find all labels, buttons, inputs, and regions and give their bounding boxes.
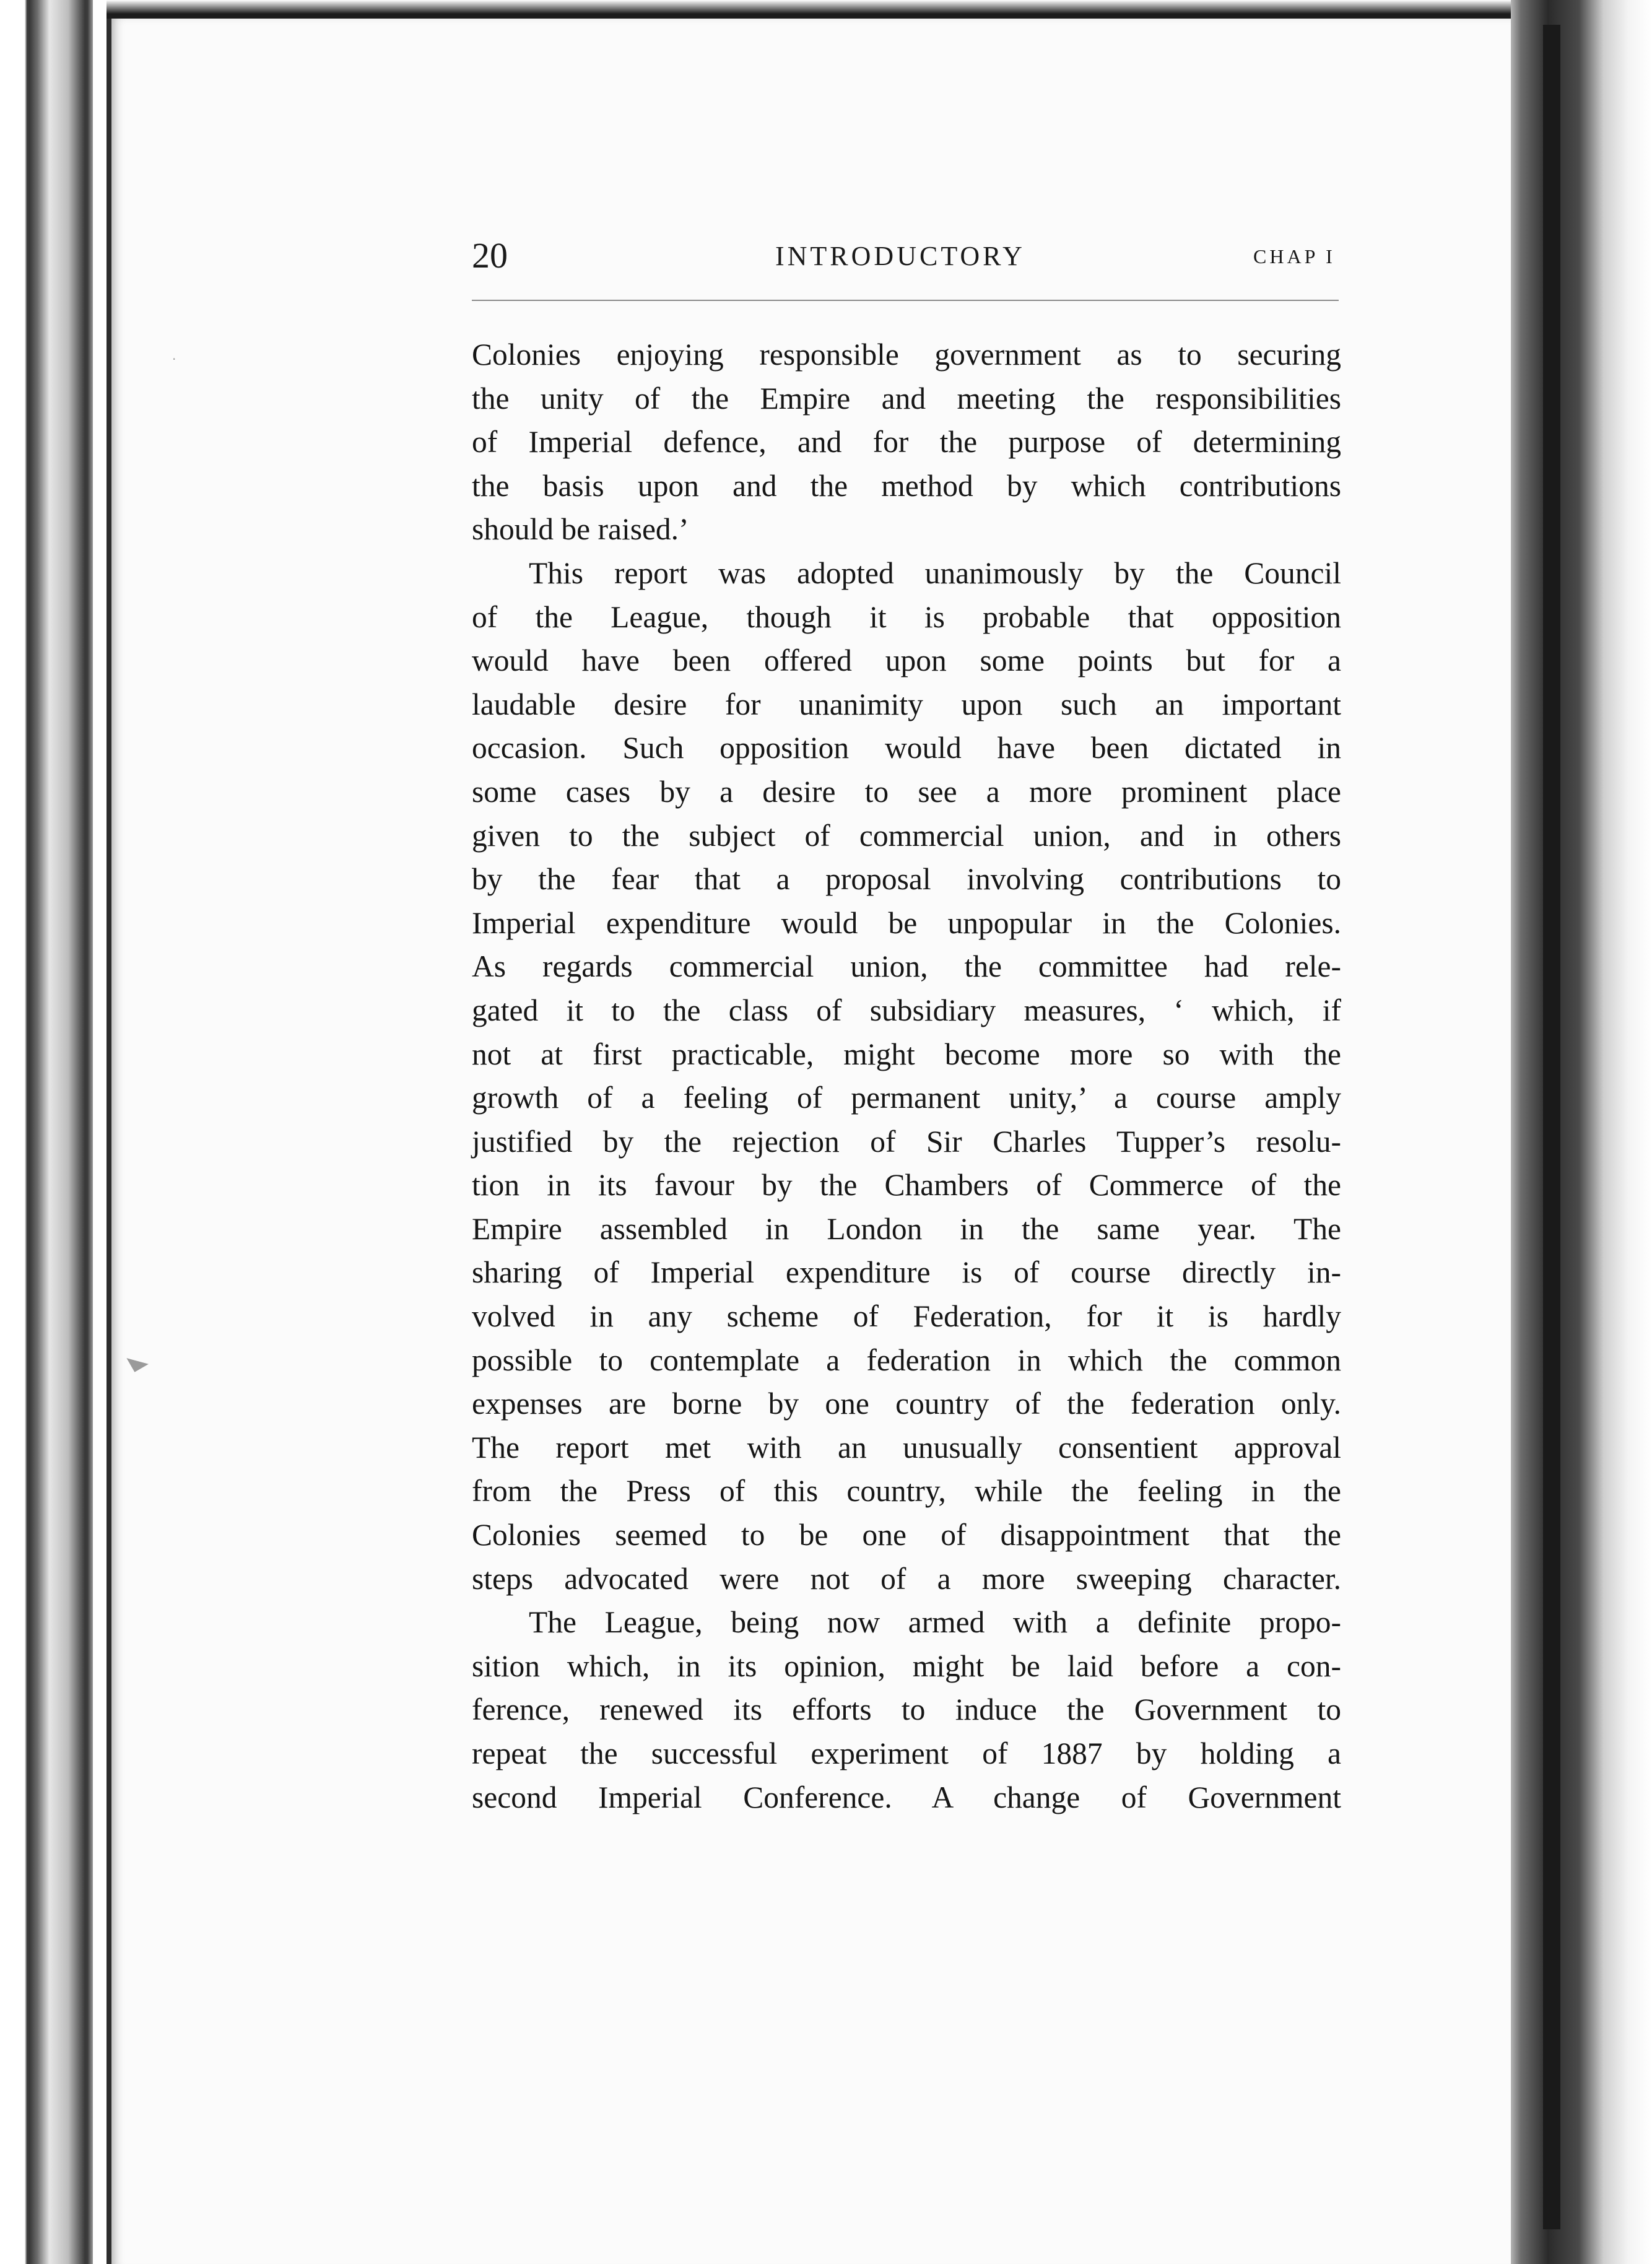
text-line: Colonies seemed to be one of disappointment that the: [472, 1518, 1341, 1552]
text-line: Empire assembled in London in the same year. The: [472, 1211, 1341, 1246]
header-rule: [472, 300, 1339, 301]
text-line: As regards commercial union, the committee had rele-: [472, 949, 1341, 984]
text-line: by the fear that a proposal involving contributions to: [472, 862, 1341, 897]
text-line: This report was adopted unanimously by the Council: [529, 555, 1341, 590]
text-line: Imperial expenditure would be unpopular in the Colonies.: [472, 905, 1341, 940]
page-number: 20: [472, 235, 508, 276]
text-line: expenses are borne by one country of the federation only.: [472, 1387, 1341, 1421]
binding-shadow-line: [27, 0, 29, 2264]
text-line: sharing of Imperial expenditure is of course directly in-: [472, 1255, 1341, 1290]
running-title: INTRODUCTORY: [775, 241, 1025, 271]
text-line: laudable desire for unanimity upon such an important: [472, 687, 1341, 721]
page-top-edge: [107, 0, 1531, 15]
text-line: tion in its favour by the Chambers of Commerce of the: [472, 1168, 1341, 1203]
text-line: growth of a feeling of permanent unity,’ a course amply: [472, 1081, 1341, 1115]
binding-shadow-line: [1543, 25, 1560, 2229]
text-line: of the League, though it is probable that opposition: [472, 599, 1341, 634]
text-line: justified by the rejection of Sir Charles Tupper’s resolu-: [472, 1124, 1341, 1159]
scan-speck: ◣: [123, 1345, 150, 1375]
text-line: given to the subject of commercial union, and in others: [472, 818, 1341, 853]
text-line: repeat the successful experiment of 1887 by holding a: [472, 1736, 1341, 1770]
text-line: the unity of the Empire and meeting the responsibilities: [472, 381, 1341, 416]
text-line: Colonies enjoying responsible government as to securing: [472, 337, 1341, 372]
text-line: The report met with an unusually consentient approval: [472, 1430, 1341, 1465]
text-line: The League, being now armed with a definite propo-: [529, 1605, 1341, 1640]
scan-speck: ·: [172, 352, 176, 367]
text-line: possible to contemplate a federation in which the common: [472, 1343, 1341, 1377]
text-line: volved in any scheme of Federation, for it is hardly: [472, 1299, 1341, 1334]
chapter-label: CHAP I: [1253, 245, 1336, 268]
body-text: [472, 333, 1341, 1819]
text-line: some cases by a desire to see a more prominent place: [472, 774, 1341, 809]
text-line: ference, renewed its efforts to induce the Government to: [472, 1692, 1341, 1727]
text-line: steps advocated were not of a more sweeping character.: [472, 1561, 1341, 1596]
text-line: not at first practicable, might become more so with the: [472, 1037, 1341, 1071]
binding-shadow-line: [85, 0, 87, 2264]
right-page-edge: [1511, 0, 1652, 2264]
text-line: gated it to the class of subsidiary measures, ‘ which, if: [472, 993, 1341, 1027]
running-head: [472, 234, 1339, 284]
text-line: from the Press of this country, while the feeling in the: [472, 1474, 1341, 1509]
text-line: of Imperial defence, and for the purpose of determining: [472, 425, 1341, 459]
left-binding-edge: [0, 0, 93, 2264]
text-line: the basis upon and the method by which contributions: [472, 468, 1341, 503]
text-line: would have been offered upon some points but for a: [472, 643, 1341, 678]
text-line: occasion. Such opposition would have been dictated in: [472, 731, 1341, 765]
text-line: should be raised.’: [472, 512, 689, 547]
text-line: second Imperial Conference. A change of Government: [472, 1780, 1341, 1814]
text-line: sition which, in its opinion, might be laid before a con-: [472, 1648, 1341, 1683]
